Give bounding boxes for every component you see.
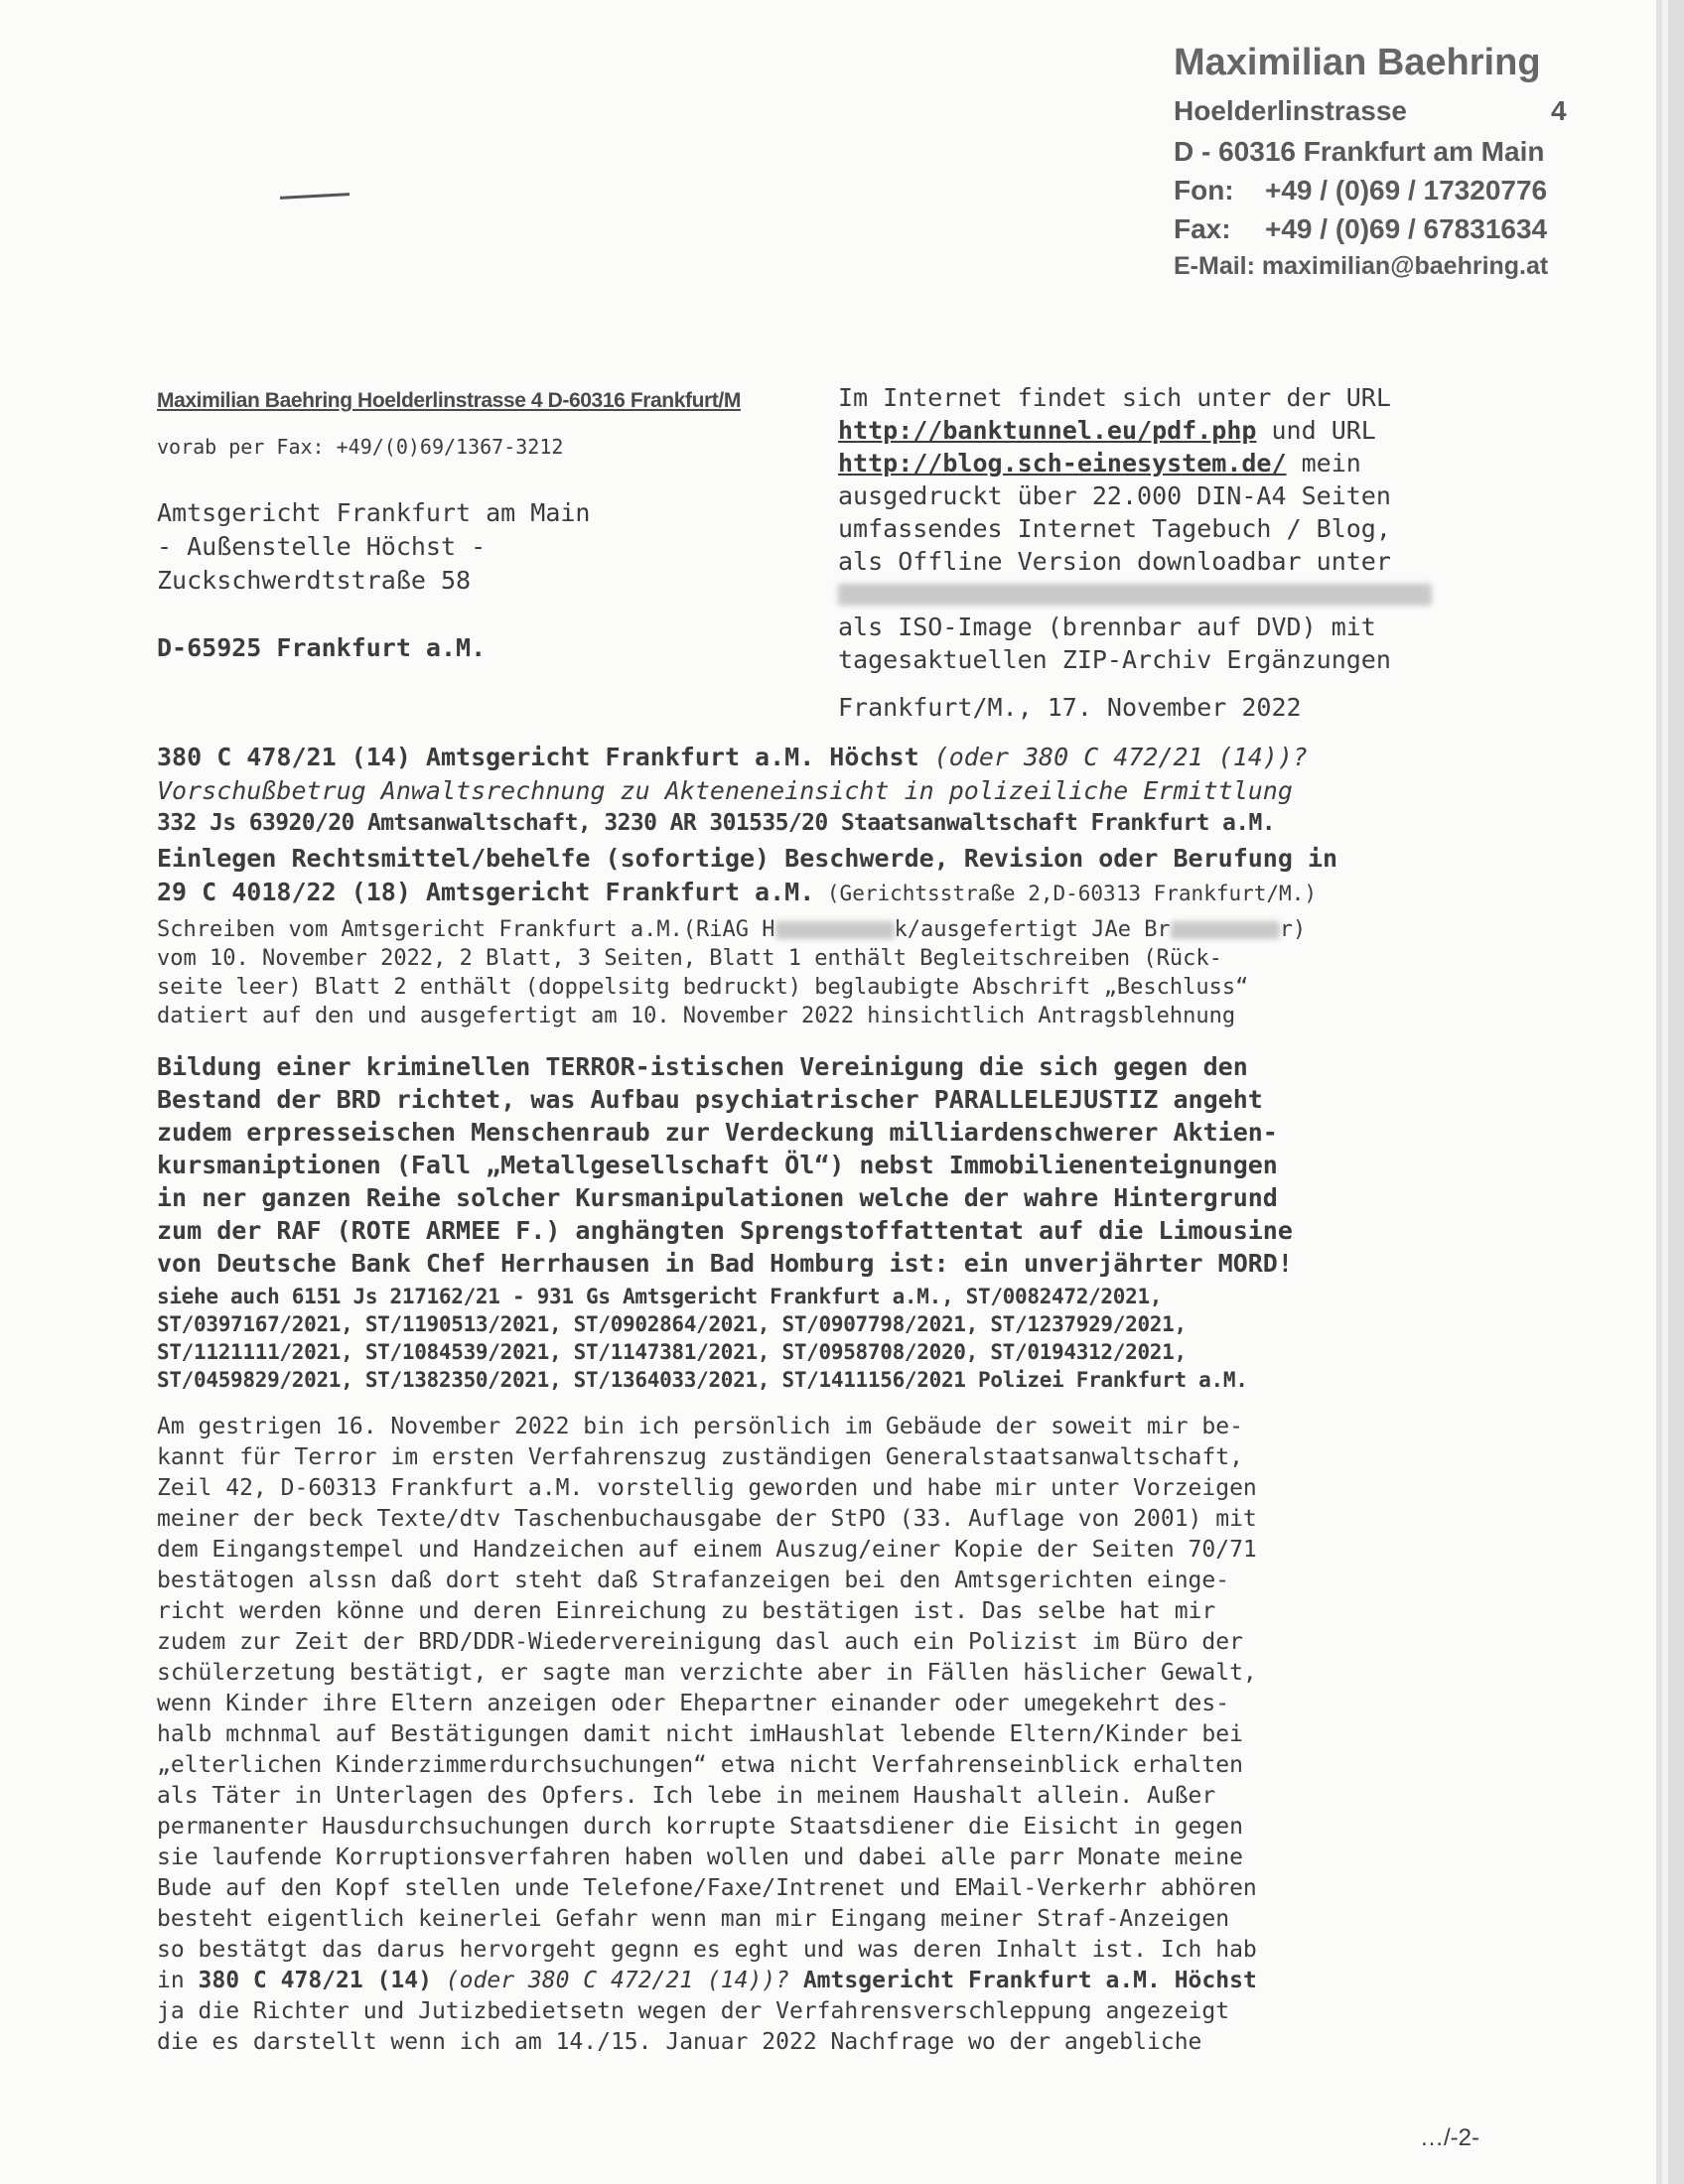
page-edge xyxy=(1668,0,1684,2184)
body-line: dem Eingangstempel und Handzeichen auf einem Auszug/einer Kopie der Seiten 70/71 xyxy=(157,1537,1257,1563)
body-line: Bude auf den Kopf stellen unde Telefone/Faxe/Intrenet und EMail-Verkerhr abhören xyxy=(157,1875,1257,1901)
subject-line2: Vorschußbetrug Anwaltsrechnung zu Akteneneinsicht in polizeiliche Ermittlung xyxy=(157,776,1293,805)
bold-line: Bildung einer kriminellen TERROR-istischen Vereinigung die sich gegen den xyxy=(157,1052,1248,1081)
bold-line: zudem erpresseischen Menschenraub zur Verdeckung milliardenschwerer Aktien- xyxy=(157,1118,1278,1147)
body-line: zudem zur Zeit der BRD/DDR-Wiedervereinigung dasl auch ein Polizist im Büro der xyxy=(157,1629,1243,1655)
body-line: Am gestrigen 16. November 2022 bin ich persönlich im Gebäude der soweit mir be- xyxy=(157,1414,1243,1439)
subject-line5 xyxy=(157,878,1317,906)
refs-line: ST/1121111/2021, ST/1084539/2021, ST/1147381/2021, ST/0958708/2020, ST/0194312/2021, xyxy=(157,1340,1187,1364)
recipient-line3: Zuckschwerdtstraße 58 xyxy=(157,566,472,595)
info-url1[interactable]: http://banktunnel.eu/pdf.php xyxy=(838,416,1257,445)
reference-line4: datiert auf den und ausgefertigt am 10. November 2022 hinsichtlich Antragsblehnung xyxy=(157,1004,1236,1028)
recipient-line2: - Außenstelle Höchst - xyxy=(157,532,487,561)
bold-line: von Deutsche Bank Chef Herrhausen in Bad Homburg ist: ein unverjährter MORD! xyxy=(157,1249,1293,1278)
body-l19-alt: (oder 380 C 472/21 (14))? xyxy=(431,1968,803,1993)
body-line: sie laufende Korruptionsverfahren haben wollen und dabei alle parr Monate meine xyxy=(157,1844,1243,1870)
page-continuation-marker: …/-2- xyxy=(1420,2124,1479,2151)
reference-line1 xyxy=(157,917,1306,942)
sender-fon-label: Fon: xyxy=(1174,175,1234,205)
reference-l1a: Schreiben vom Amtsgericht Frankfurt a.M.(RiAG H xyxy=(157,917,775,942)
refs-line: ST/0459829/2021, ST/1382350/2021, ST/1364033/2021, ST/1411156/2021 Polizei Frankfurt a.M. xyxy=(157,1368,1248,1392)
refs-line: siehe auch 6151 Js 217162/21 - 931 Gs Amtsgericht Frankfurt a.M., ST/0082472/2021, xyxy=(157,1285,1163,1308)
subject-case-number: 380 C 478/21 (14) Amtsgericht Frankfurt a.M. Höchst xyxy=(157,743,919,771)
reference-l1c: r) xyxy=(1279,917,1307,942)
redacted-url xyxy=(838,584,1432,608)
sender-fon: +49 / (0)69 / 17320776 xyxy=(1265,175,1548,205)
body-l19-court: Amtsgericht Frankfurt a.M. Höchst xyxy=(802,1968,1257,1993)
reference-line2: vom 10. November 2022, 2 Blatt, 3 Seiten, Blatt 1 enthält Begleitschreiben (Rück- xyxy=(157,946,1222,971)
subject-line1 xyxy=(157,743,1308,771)
bold-line: Bestand der BRD richtet, was Aufbau psychiatrischer PARALLELEJUSTIZ angeht xyxy=(157,1085,1263,1114)
reference-l1b: k/ausgefertigt JAe Br xyxy=(894,917,1171,942)
subject-court-address: (Gerichtsstraße 2,D-60313 Frankfurt/M.) xyxy=(814,882,1317,905)
body-line-mixed xyxy=(157,1968,1257,1993)
info-line1: Im Internet findet sich unter der URL xyxy=(838,383,1391,412)
redacted-name-1 xyxy=(775,921,895,939)
date-line: Frankfurt/M., 17. November 2022 xyxy=(838,693,1302,722)
body-line: als Täter in Unterlagen des Opfers. Ich lebe in meinem Haushalt allein. Außer xyxy=(157,1783,1216,1809)
info-line2 xyxy=(838,416,1376,445)
body-line: richt werden könne und deren Einreichung zu bestätigen ist. Das selbe hat mir xyxy=(157,1598,1216,1624)
sender-city: D - 60316 Frankfurt am Main xyxy=(1174,136,1545,167)
info-line3-suffix: mein xyxy=(1286,449,1361,478)
refs-line: ST/0397167/2021, ST/1190513/2021, ST/0902864/2021, ST/0907798/2021, ST/1237929/2021, xyxy=(157,1312,1187,1336)
bold-line: kursmaniptionen (Fall „Metallgesellschaft Öl“) nebst Immobilienenteignungen xyxy=(157,1151,1278,1179)
sender-fax-label: Fax: xyxy=(1174,213,1231,244)
body-line: meiner der beck Texte/dtv Taschenbuchausgabe der StPO (33. Auflage von 2001) mit xyxy=(157,1506,1257,1532)
body-line: ja die Richter und Jutizbedietsetn wegen der Verfahrensverschleppung angezeigt xyxy=(157,1998,1230,2024)
body-line: permanenter Hausdurchsuchungen durch korrupte Staatsdiener die Eisicht in gegen xyxy=(157,1814,1243,1840)
bold-line: in ner ganzen Reihe solcher Kursmanipulationen welche der wahre Hintergrund xyxy=(157,1183,1278,1212)
subject-line3: 332 Js 63920/20 Amtsanwaltschaft, 3230 AR 301535/20 Staatsanwaltschaft Frankfurt a.M. xyxy=(157,810,1276,836)
subject-case-29c: 29 C 4018/22 (18) Amtsgericht Frankfurt a.M. xyxy=(157,878,815,906)
info-url2[interactable]: http://blog.sch-einesystem.de/ xyxy=(838,449,1287,478)
reference-line3: seite leer) Blatt 2 enthält (doppelsitg bedruckt) beglaubigte Abschrift „Beschluss“ xyxy=(157,975,1249,1000)
info-line6: als Offline Version downloadbar unter xyxy=(838,547,1391,576)
subject-line4: Einlegen Rechtsmittel/behelfe (sofortige) Beschwerde, Revision oder Berufung in xyxy=(157,844,1338,873)
body-line: besteht eigentlich keinerlei Gefahr wenn man mir Eingang meiner Straf-Anzeigen xyxy=(157,1906,1230,1932)
sender-house-number: 4 xyxy=(1551,95,1567,126)
body-l19-case: 380 C 478/21 (14) xyxy=(198,1968,432,1993)
info-line5: umfassendes Internet Tagebuch / Blog, xyxy=(838,514,1391,543)
body-line: kannt für Terror im ersten Verfahrenszug zuständigen Generalstaatsanwaltschaft, xyxy=(157,1444,1243,1470)
body-line: so bestätgt das darus hervorgeht gegnn es eght und was deren Inhalt ist. Ich hab xyxy=(157,1937,1257,1963)
subject-alt-case: (oder 380 C 472/21 (14))? xyxy=(918,743,1308,771)
sender-street: Hoelderlinstrasse xyxy=(1174,95,1407,126)
body-line: die es darstellt wenn ich am 14./15. Januar 2022 Nachfrage wo der angebliche xyxy=(157,2029,1202,2055)
info-line9: tagesaktuellen ZIP-Archiv Ergänzungen xyxy=(838,645,1391,674)
fax-note: vorab per Fax: +49/(0)69/1367-3212 xyxy=(157,435,564,459)
body-line: bestätogen alssn daß dort steht daß Strafanzeigen bei den Amtsgerichten einge- xyxy=(157,1568,1230,1593)
body-line: Zeil 42, D-60313 Frankfurt a.M. vorstellig geworden und habe mir unter Vorzeigen xyxy=(157,1475,1257,1501)
sender-email: E-Mail: maximilian@baehring.at xyxy=(1174,252,1549,280)
redacted-name-2 xyxy=(1171,921,1280,939)
body-line: schülerzetung bestätigt, er sagte man verzichte aber in Fällen häslicher Gewalt, xyxy=(157,1660,1257,1686)
body-l19a: in xyxy=(157,1968,199,1993)
info-line3 xyxy=(838,449,1361,478)
return-address: Maximilian Baehring Hoelderlinstrasse 4 D-60316 Frankfurt/M xyxy=(157,389,741,412)
body-line: halb mchnmal auf Bestätigungen damit nicht imHaushlat lebende Eltern/Kinder bei xyxy=(157,1721,1243,1747)
body-line: „elterlichen Kinderzimmerdurchsuchungen“ etwa nicht Verfahrenseinblick erhalten xyxy=(157,1752,1243,1778)
body-line: wenn Kinder ihre Eltern anzeigen oder Ehepartner einander oder umegekehrt des- xyxy=(157,1691,1230,1716)
sender-fax: +49 / (0)69 / 67831634 xyxy=(1265,213,1548,244)
info-line2-suffix: und URL xyxy=(1256,416,1376,445)
recipient-line1: Amtsgericht Frankfurt am Main xyxy=(157,498,591,527)
info-line8: als ISO-Image (brennbar auf DVD) mit xyxy=(838,613,1376,641)
bold-line: zum der RAF (ROTE ARMEE F.) anghängten Sprengstoffattentat auf die Limousine xyxy=(157,1216,1293,1245)
sender-name: Maximilian Baehring xyxy=(1174,42,1541,83)
info-line4: ausgedruckt über 22.000 DIN-A4 Seiten xyxy=(838,481,1391,510)
recipient-city: D-65925 Frankfurt a.M. xyxy=(157,633,487,662)
